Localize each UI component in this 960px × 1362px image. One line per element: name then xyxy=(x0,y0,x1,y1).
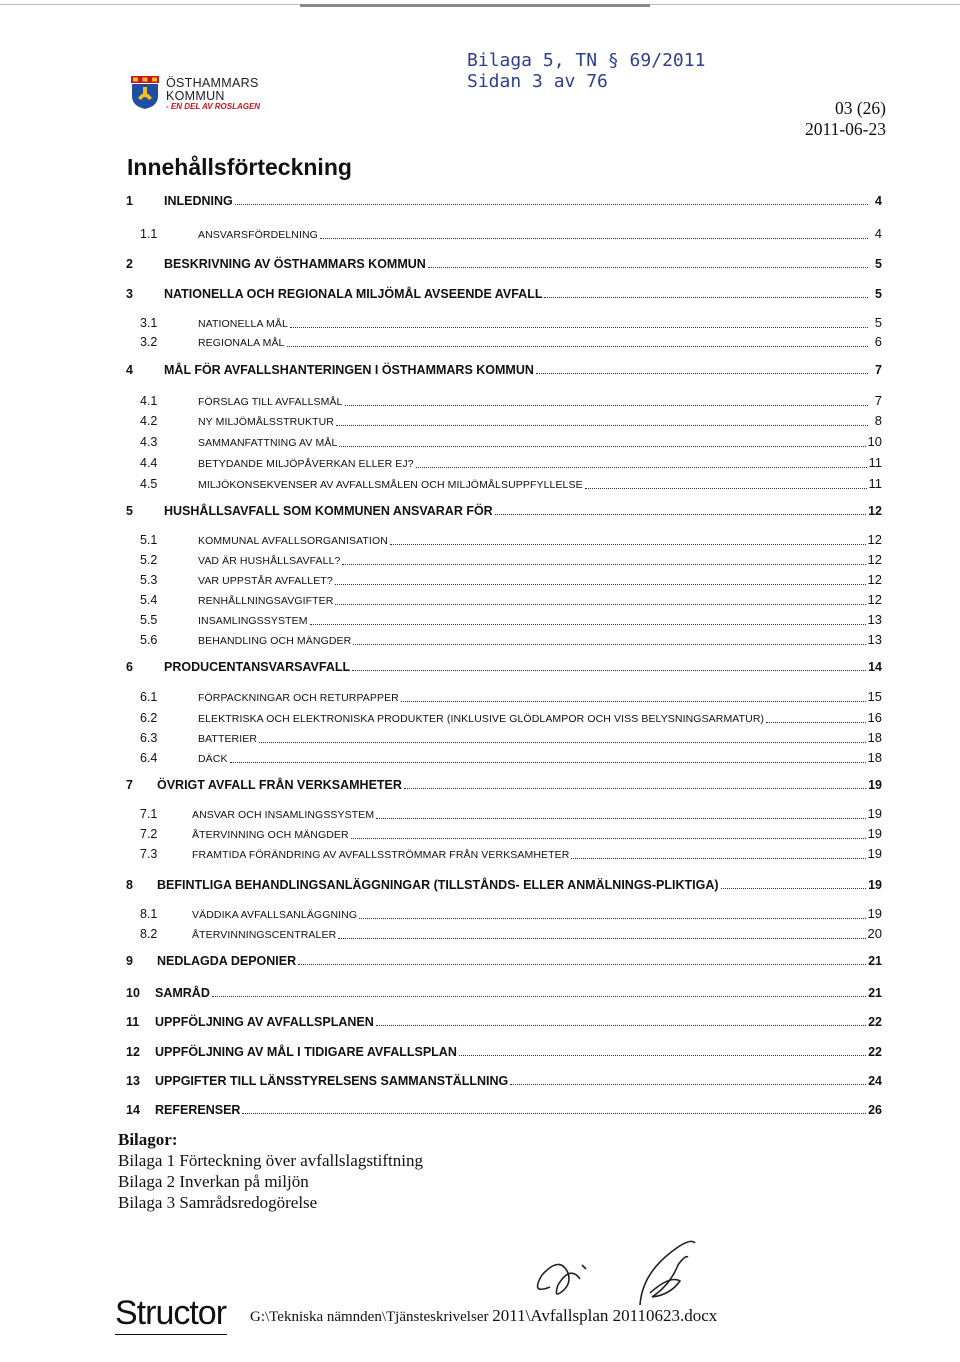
toc-subentry[interactable] xyxy=(0,334,960,354)
structor-logo: Structor xyxy=(115,1294,227,1332)
toc-leader-dots xyxy=(235,203,868,205)
toc-subentry[interactable] xyxy=(0,612,960,632)
logo-line-1: ÖSTHAMMARS xyxy=(166,76,259,90)
toc-leader-dots xyxy=(290,326,868,328)
toc-leader-dots xyxy=(585,487,867,489)
toc-number: 7.1 xyxy=(140,807,158,821)
toc-title: MILJÖKONSEKVENSER AV AVFALLSMÅLEN OCH MILJÖMÅLSUPPFYLLELSE xyxy=(198,479,583,491)
toc-number: 4.1 xyxy=(140,394,158,408)
toc-entry[interactable] xyxy=(0,1044,960,1064)
top-rule-accent xyxy=(300,4,650,7)
toc-page-number: 13 xyxy=(867,612,882,627)
toc-number: 6.3 xyxy=(140,731,158,745)
toc-label-row xyxy=(192,806,882,823)
attachments-section xyxy=(118,1129,423,1213)
toc-leader-dots xyxy=(401,700,866,702)
toc-number: 3.2 xyxy=(140,335,158,349)
toc-number: 7 xyxy=(126,778,133,792)
toc-entry[interactable] xyxy=(0,193,960,213)
toc-page-number: 14 xyxy=(868,660,882,674)
toc-label-row xyxy=(192,906,882,923)
toc-subentry[interactable] xyxy=(0,552,960,572)
toc-leader-dots xyxy=(339,445,865,447)
toc-entry[interactable] xyxy=(0,362,960,382)
toc-subentry[interactable] xyxy=(0,632,960,652)
toc-number: 8.2 xyxy=(140,927,158,941)
toc-number: 6.4 xyxy=(140,751,158,765)
toc-label-row xyxy=(198,710,882,727)
toc-number: 5.6 xyxy=(140,633,158,647)
toc-entry[interactable] xyxy=(0,777,960,797)
toc-subentry[interactable] xyxy=(0,413,960,433)
toc-number: 6.2 xyxy=(140,711,158,725)
attachment-item: Bilaga 3 Samrådsredogörelse xyxy=(118,1193,318,1212)
stamp-line-2: Sidan 3 av 76 xyxy=(467,71,608,92)
toc-title: SAMMANFATTNING AV MÅL xyxy=(198,437,338,449)
toc-label-row xyxy=(192,846,882,863)
toc-leader-dots xyxy=(259,741,865,743)
toc-page-number: 21 xyxy=(868,986,882,1000)
toc-leader-dots xyxy=(359,917,865,919)
toc-entry[interactable] xyxy=(0,503,960,523)
toc-title: RENHÅLLNINGSAVGIFTER xyxy=(198,595,334,607)
toc-page-number: 4 xyxy=(875,194,882,208)
logo-tagline: - EN DEL AV ROSLAGEN xyxy=(166,102,261,111)
toc-label-row xyxy=(192,826,882,843)
file-path xyxy=(250,1306,717,1326)
toc-title: NY MILJÖMÅLSSTRUKTUR xyxy=(198,416,334,428)
toc-page-number: 18 xyxy=(867,750,882,765)
page-date: 2011-06-23 xyxy=(804,119,886,139)
toc-leader-dots xyxy=(335,583,866,585)
toc-label-row xyxy=(198,612,882,629)
toc-subentry[interactable] xyxy=(0,926,960,946)
toc-title: FÖRPACKNINGAR OCH RETURPAPPER xyxy=(198,692,399,704)
toc-page-number: 22 xyxy=(868,1015,882,1029)
toc-label-row xyxy=(164,256,882,272)
toc-leader-dots xyxy=(352,669,866,671)
toc-page-number: 18 xyxy=(867,730,882,745)
toc-number: 4.4 xyxy=(140,456,158,470)
toc-title: REFERENSER xyxy=(155,1103,241,1117)
toc-entry[interactable] xyxy=(0,659,960,679)
toc-title: FÖRSLAG TILL AVFALLSMÅL xyxy=(198,396,343,408)
toc-subentry[interactable] xyxy=(0,846,960,866)
toc-label-row xyxy=(198,552,882,569)
toc-leader-dots xyxy=(342,563,865,565)
toc-number: 13 xyxy=(126,1074,140,1088)
toc-page-number: 12 xyxy=(867,532,882,547)
attachment-item: Bilaga 2 Inverkan på miljön xyxy=(118,1172,309,1191)
toc-page-number: 19 xyxy=(867,806,882,821)
toc-page-number: 12 xyxy=(867,592,882,607)
toc-page-number: 12 xyxy=(868,504,882,518)
toc-label-row xyxy=(164,659,882,675)
toc-page-number: 11 xyxy=(868,476,882,491)
toc-leader-dots xyxy=(212,995,866,997)
toc-leader-dots xyxy=(495,513,866,515)
toc-leader-dots xyxy=(510,1083,866,1085)
toc-subentry[interactable] xyxy=(0,710,960,730)
toc-number: 5.3 xyxy=(140,573,158,587)
toc-subentry[interactable] xyxy=(0,476,960,496)
toc-label-row xyxy=(198,226,882,243)
toc-subentry[interactable] xyxy=(0,806,960,826)
toc-label-row xyxy=(164,362,882,378)
toc-label-row xyxy=(157,953,882,969)
appendix-stamp xyxy=(467,50,705,92)
toc-number: 1 xyxy=(126,194,133,208)
toc-title: VAD ÄR HUSHÅLLSAVFALL? xyxy=(198,555,341,567)
toc-title: INLEDNING xyxy=(164,194,233,208)
page-info xyxy=(805,98,886,140)
toc-subentry[interactable] xyxy=(0,592,960,612)
toc-leader-dots xyxy=(230,761,866,763)
toc-title: HUSHÅLLSAVFALL SOM KOMMUNEN ANSVARAR FÖR xyxy=(164,504,493,518)
toc-number: 2 xyxy=(126,257,133,271)
toc-label-row xyxy=(198,455,882,472)
toc-title: INSAMLINGSSYSTEM xyxy=(198,615,308,627)
toc-page-number: 11 xyxy=(868,455,882,470)
toc-label-row xyxy=(198,592,882,609)
toc-page-number: 24 xyxy=(868,1074,882,1088)
toc-number: 11 xyxy=(126,1015,140,1029)
toc-subentry[interactable] xyxy=(0,750,960,770)
toc-number: 7.3 xyxy=(140,847,158,861)
toc-page-number: 6 xyxy=(874,334,882,349)
municipal-crest-icon xyxy=(130,76,160,110)
toc-subentry[interactable] xyxy=(0,532,960,552)
toc-label-row xyxy=(157,777,882,793)
toc-number: 12 xyxy=(126,1045,140,1059)
toc-title: ANSVAR OCH INSAMLINGSSYSTEM xyxy=(192,809,375,821)
toc-title: BESKRIVNING AV ÖSTHAMMARS KOMMUN xyxy=(164,257,426,271)
toc-title: BEHANDLING OCH MÄNGDER xyxy=(198,635,352,647)
toc-leader-dots xyxy=(416,466,867,468)
toc-page-number: 13 xyxy=(867,632,882,647)
toc-page-number: 10 xyxy=(867,434,882,449)
toc-title: ANSVARSFÖRDELNING xyxy=(198,229,318,241)
toc-label-row xyxy=(198,434,882,451)
toc-number: 4 xyxy=(126,363,133,377)
toc-title: BETYDANDE MILJÖPÅVERKAN ELLER EJ? xyxy=(198,458,414,470)
toc-entry[interactable] xyxy=(0,953,960,973)
toc-label-row xyxy=(198,750,882,767)
page-title: Innehållsförteckning xyxy=(127,154,352,180)
toc-title: VAR UPPSTÅR AVFALLET? xyxy=(198,575,333,587)
toc-number: 3 xyxy=(126,287,133,301)
toc-leader-dots xyxy=(242,1112,866,1114)
toc-entry[interactable] xyxy=(0,877,960,897)
toc-page-number: 5 xyxy=(875,257,882,271)
toc-label-row xyxy=(155,985,882,1001)
toc-title: NATIONELLA OCH REGIONALA MILJÖMÅL AVSEENDE AVFALL xyxy=(164,287,543,301)
toc-page-number: 26 xyxy=(868,1103,882,1117)
toc-leader-dots xyxy=(766,721,865,723)
handwritten-signature xyxy=(520,1235,710,1315)
toc-label-row xyxy=(155,1044,882,1060)
toc-title: MÅL FÖR AVFALLSHANTERINGEN I ÖSTHAMMARS KOMMUN xyxy=(164,363,534,377)
toc-label-row xyxy=(155,1073,882,1089)
toc-title: ÖVRIGT AVFALL FRÅN VERKSAMHETER xyxy=(157,778,402,792)
toc-page-number: 5 xyxy=(874,315,882,330)
toc-subentry[interactable] xyxy=(0,226,960,246)
toc-leader-dots xyxy=(298,963,866,965)
toc-label-row xyxy=(198,632,882,649)
toc-subentry[interactable] xyxy=(0,826,960,846)
toc-number: 4.2 xyxy=(140,414,158,428)
toc-page-number: 19 xyxy=(867,826,882,841)
toc-leader-dots xyxy=(338,937,865,939)
toc-page-number: 19 xyxy=(868,778,882,792)
toc-page-number: 19 xyxy=(867,906,882,921)
toc-title: UPPFÖLJNING AV MÅL I TIDIGARE AVFALLSPLAN xyxy=(155,1045,457,1059)
toc-entry[interactable] xyxy=(0,985,960,1005)
toc-label-row xyxy=(198,689,882,706)
attachments-heading: Bilagor: xyxy=(118,1130,178,1149)
toc-number: 1.1 xyxy=(140,227,158,241)
toc-title: UPPFÖLJNING AV AVFALLSPLANEN xyxy=(155,1015,374,1029)
toc-page-number: 4 xyxy=(874,226,882,241)
toc-leader-dots xyxy=(351,837,866,839)
toc-label-row xyxy=(198,476,882,493)
toc-leader-dots xyxy=(353,643,865,645)
toc-title: DÄCK xyxy=(198,753,228,765)
toc-label-row xyxy=(164,193,882,209)
toc-number: 6.1 xyxy=(140,690,158,704)
toc-page-number: 22 xyxy=(868,1045,882,1059)
toc-leader-dots xyxy=(287,345,869,347)
toc-title: NEDLAGDA DEPONIER xyxy=(157,954,297,968)
toc-title: KOMMUNAL AVFALLSORGANISATION xyxy=(198,535,388,547)
toc-label-row xyxy=(198,334,882,351)
toc-leader-dots xyxy=(335,603,865,605)
toc-subentry[interactable] xyxy=(0,730,960,750)
toc-number: 7.2 xyxy=(140,827,158,841)
toc-label-row xyxy=(198,730,882,747)
toc-page-number: 7 xyxy=(875,363,882,377)
toc-label-row xyxy=(164,503,882,519)
toc-leader-dots xyxy=(336,424,868,426)
toc-subentry[interactable] xyxy=(0,315,960,335)
toc-number: 10 xyxy=(126,986,140,1000)
toc-number: 5.4 xyxy=(140,593,158,607)
toc-leader-dots xyxy=(428,266,868,268)
toc-number: 9 xyxy=(126,954,133,968)
toc-label-row xyxy=(155,1102,882,1118)
toc-page-number: 8 xyxy=(874,413,882,428)
toc-number: 4.5 xyxy=(140,477,158,491)
toc-entry[interactable] xyxy=(0,256,960,276)
toc-number: 8 xyxy=(126,878,133,892)
toc-number: 5.1 xyxy=(140,533,158,547)
toc-title: REGIONALA MÅL xyxy=(198,337,285,349)
toc-title: BEFINTLIGA BEHANDLINGSANLÄGGNINGAR (TILLSTÅNDS- ELLER ANMÄLNINGS-PLIKTIGA) xyxy=(157,878,719,892)
stamp-line-1: Bilaga 5, TN § 69/2011 xyxy=(467,50,706,71)
toc-page-number: 5 xyxy=(875,287,882,301)
toc-page-number: 12 xyxy=(867,572,882,587)
toc-page-number: 21 xyxy=(868,954,882,968)
toc-subentry[interactable] xyxy=(0,906,960,926)
toc-label-row xyxy=(198,572,882,589)
toc-leader-dots xyxy=(544,296,868,298)
toc-page-number: 20 xyxy=(867,926,882,941)
toc-subentry[interactable] xyxy=(0,572,960,592)
toc-title: UPPGIFTER TILL LÄNSSTYRELSENS SAMMANSTÄLLNING xyxy=(155,1074,509,1088)
toc-leader-dots xyxy=(376,817,865,819)
toc-label-row xyxy=(164,286,882,302)
toc-leader-dots xyxy=(320,237,868,239)
toc-label-row xyxy=(192,926,882,943)
toc-leader-dots xyxy=(310,623,866,625)
toc-number: 6 xyxy=(126,660,133,674)
toc-number: 5.5 xyxy=(140,613,158,627)
toc-title: NATIONELLA MÅL xyxy=(198,318,288,330)
toc-leader-dots xyxy=(390,543,866,545)
toc-number: 8.1 xyxy=(140,907,158,921)
toc-page-number: 15 xyxy=(867,689,882,704)
toc-label-row xyxy=(155,1014,882,1030)
toc-leader-dots xyxy=(404,787,866,789)
toc-leader-dots xyxy=(459,1054,866,1056)
toc-label-row xyxy=(198,315,882,332)
osthammar-logo xyxy=(130,76,280,112)
toc-leader-dots xyxy=(345,404,868,406)
toc-entry[interactable] xyxy=(0,1102,960,1122)
toc-label-row xyxy=(157,877,882,893)
logo-line-2: KOMMUN xyxy=(166,89,225,103)
toc-subentry[interactable] xyxy=(0,689,960,709)
toc-number: 3.1 xyxy=(140,316,158,330)
toc-number: 5 xyxy=(126,504,133,518)
toc-title: PRODUCENTANSVARSAVFALL xyxy=(164,660,351,674)
toc-entry[interactable] xyxy=(0,286,960,306)
toc-page-number: 16 xyxy=(867,710,882,725)
toc-title: BATTERIER xyxy=(198,733,258,745)
file-path-suffix: 2011\Avfallsplan 20110623.docx xyxy=(492,1306,718,1325)
toc-number: 4.3 xyxy=(140,435,158,449)
toc-entry[interactable] xyxy=(0,1073,960,1093)
toc-leader-dots xyxy=(721,887,867,889)
toc-title: SAMRÅD xyxy=(155,986,210,1000)
toc-page-number: 19 xyxy=(868,878,882,892)
toc-leader-dots xyxy=(536,372,868,374)
toc-title: ÅTERVINNING OCH MÄNGDER xyxy=(192,829,349,841)
toc-leader-dots xyxy=(376,1024,866,1026)
toc-label-row xyxy=(198,532,882,549)
toc-label-row xyxy=(198,413,882,430)
page-number: 03 (26) xyxy=(834,98,886,118)
toc-subentry[interactable] xyxy=(0,434,960,454)
toc-title: FRAMTIDA FÖRÄNDRING AV AVFALLSSTRÖMMAR FRÅN VERKSAMHETER xyxy=(192,849,570,861)
toc-title: ÅTERVINNINGSCENTRALER xyxy=(192,929,337,941)
file-path-prefix: G:\Tekniska nämnden\Tjänsteskrivelser xyxy=(250,1309,493,1325)
toc-title: VÄDDIKA AVFALLSANLÄGGNING xyxy=(192,909,358,921)
toc-page-number: 12 xyxy=(867,552,882,567)
toc-label-row xyxy=(198,393,882,410)
toc-entry[interactable] xyxy=(0,1014,960,1034)
structor-underline xyxy=(115,1334,227,1335)
toc-subentry[interactable] xyxy=(0,455,960,475)
toc-number: 14 xyxy=(126,1103,140,1117)
toc-page-number: 7 xyxy=(874,393,882,408)
attachment-item: Bilaga 1 Förteckning över avfallslagstiftning xyxy=(118,1151,423,1170)
toc-leader-dots xyxy=(571,857,865,859)
toc-title: ELEKTRISKA OCH ELEKTRONISKA PRODUKTER (INKLUSIVE GLÖDLAMPOR OCH VISS BELYSNINGSARMATUR) xyxy=(198,713,765,725)
toc-page-number: 19 xyxy=(867,846,882,861)
toc-number: 5.2 xyxy=(140,553,158,567)
toc-subentry[interactable] xyxy=(0,393,960,413)
